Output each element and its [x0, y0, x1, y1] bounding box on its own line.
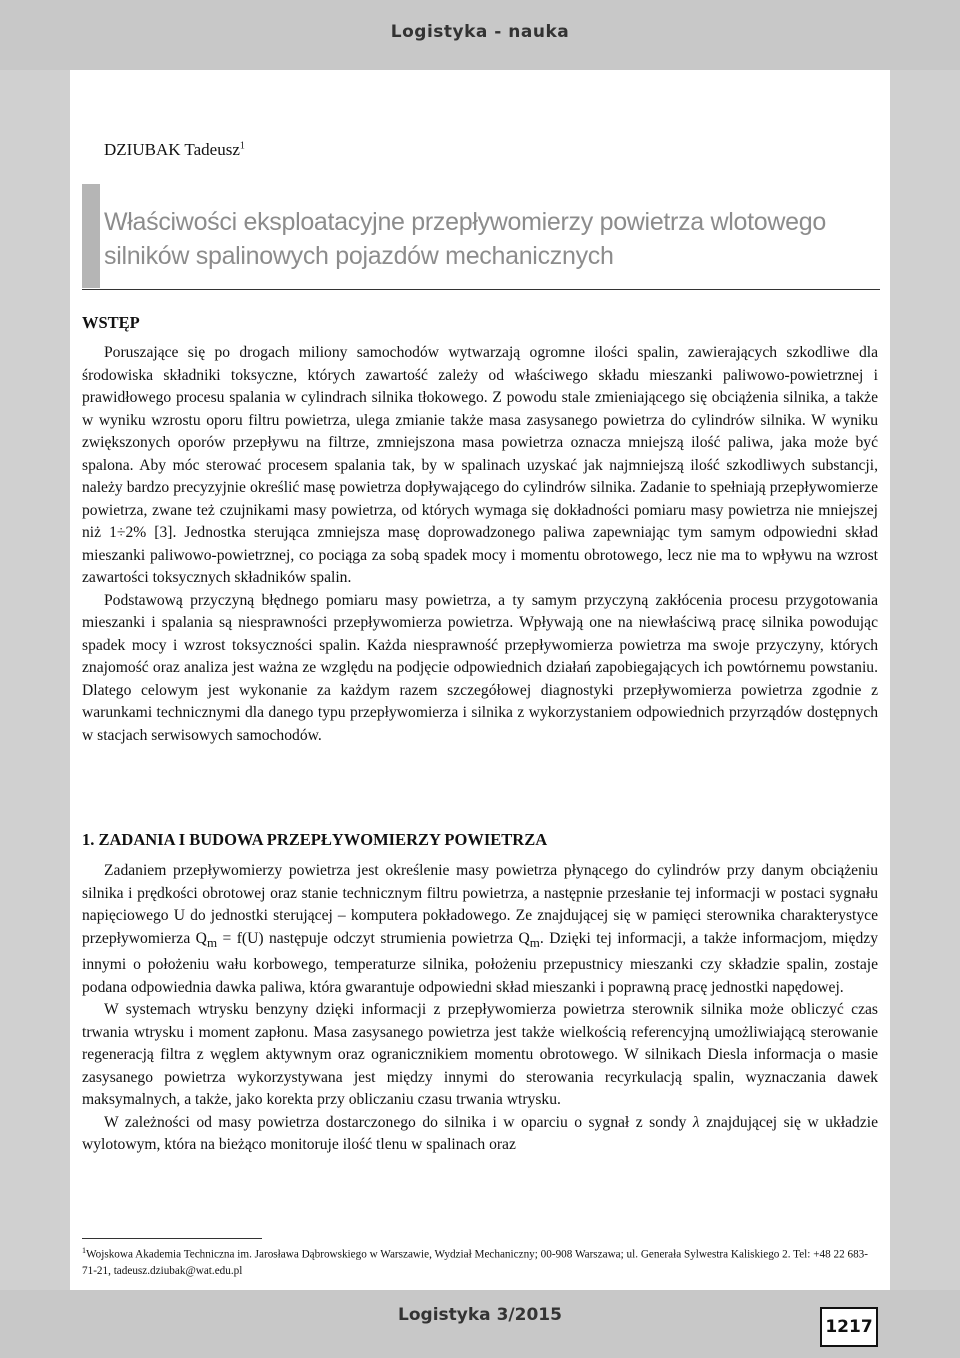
section-1-paragraph-3 — [82, 1112, 878, 1157]
journal-section: Logistyka - nauka — [390, 22, 570, 42]
author-footnote-mark: 1 — [239, 140, 245, 152]
title-line-2: silników spalinowych pojazdów mechanicznych — [104, 242, 614, 270]
intro-body — [82, 342, 878, 747]
section-1-body — [82, 860, 878, 1157]
intro-paragraph-2: Podstawową przyczyną błędnego pomiaru masy powietrza, a ty samym przyczyną zakłócenia procesu przygotowania mieszanki i spalania są niesprawności przepływomierza powietrza. Wpływają one na niewłaściwą pracę silnika powodując spadek mocy i wzrost toksyczności spalin. Każda niesprawność przepływomierza powietrza ma swoje przyczyny, których znajomość oraz analiza jest ważna ze względu na podjęcie odpowiednich działań zapobiegających ich powtórnemu powstaniu. Dlatego celowym jest wykonanie za każdym razem szczegółowej diagnostyki przepływomierza powietrza zgodnie z warunkami technicznymi dla danego typu przepływomierza i silnika z wykorzystaniem odpowiednich przyrządów dostępnych w stacjach serwisowych samochodów. — [82, 591, 878, 744]
running-footer — [0, 1305, 960, 1325]
section-1-paragraph-3-part-b: znajdującej się w układzie wylotowym, która na bieżąco monitoruje ilość tlenu w spalinach oraz — [82, 1113, 878, 1154]
section-1-paragraph-1-part-b: = f(U) następuje odczyt strumienia powietrza Q — [217, 929, 530, 947]
footnote-text: Wojskowa Akademia Techniczna im. Jarosława Dąbrowskiego w Warszawie, Wydział Mechaniczny; 00-908 Warszawa; ul. Generała Sylwestra Kaliskiego 2. Tel: +48 22 683-71-21, tadeusz.dziubak@wat.edu.pl — [82, 1248, 868, 1277]
running-header — [0, 0, 960, 70]
section-1-paragraph-1 — [82, 860, 878, 999]
subscript-m: m — [529, 934, 540, 950]
subscript-m: m — [206, 934, 218, 950]
section-1-paragraph-3-part-a: W zależności od masy powietrza dostarczonego do silnika i w oparciu o sygnał z sondy — [104, 1113, 693, 1131]
page-margin-right — [890, 70, 960, 1290]
author-line — [104, 140, 245, 160]
lambda-symbol: λ — [692, 1113, 700, 1131]
section-1-paragraph-1-part-c: . Dzięki tej informacji, a także informacjom, między innymi o położeniu wału korbowego, temperaturze silnika, położeniu przepustnicy mieszanki czy składzie spalin, zostaje podana odpowiednia dawka paliwa, która gwarantuje odpowiedni skład mieszanki i poprawną pracę jednostki napędowej. — [82, 929, 878, 996]
intro-paragraph-1: Poruszające się po drogach miliony samochodów wytwarzają ogromne ilości spalin, zawierających szkodliwe dla środowiska składniki toksyczne, których zawartość zależy od właściwego składu mieszanki paliwowo-powietrznej i prawidłowego procesu spalania w cylindrach silnika tłokowego. Z powodu stale zmieniającego się obciążenia silnika, a także w wyniku wzrostu oporu filtru powietrza, ulega zmianie także masa zasysanego powietrza do cylindrów silnika. W wyniku zwiększonych oporów przepływu na filtrze, zmniejszona masa powietrza oznacza mniejszą ilość paliwa, jaka może być spalona. Aby móc sterować procesem spalania tak, by w spalinach uzyskać jak najmniejszą ilość szkodliwych substancji, należy bardzo precyzyjnie określić masę powietrza dopływającego do cylindrów silnika. Zadanie to spełniają przepływomierze powietrza, zwane też czujnikami masy powietrza, od których wymaga się dokładności pomiaru masy powietrza nie mniejszej niż 1÷2% [3]. Jednostka sterująca zmniejsza masę doprowadzonego paliwa zapewniając tym samym odpowiedni skład mieszanki paliwowo-powietrznej, co pociąga za sobą spadek mocy i momentu obrotowego, lecz nie ma to wpływu na wzrost zawartości toksycznych składników spalin. — [82, 344, 878, 586]
title-line-1: Właściwości eksploatacyjne przepływomierzy powietrza wlotowego — [104, 208, 826, 236]
section-1-heading: 1. ZADANIA I BUDOWA PRZEPŁYWOMIERZY POWIETRZA — [82, 830, 548, 849]
journal-issue: Logistyka 3/2015 — [398, 1305, 562, 1325]
section-1-paragraph-2: W systemach wtrysku benzyny dzięki informacji z przepływomierza powietrza sterownik silnika może obliczyć czas trwania wtrysku i moment zapłonu. Masa zasysanego powietrza jest także wielkością referencyjną umożliwiającą sterowanie regeneracją filtra z węglem aktywnym oraz ogranicznikiem momentu obrotowego. W silnikach Diesla informacja o masie zasysanego powietrza wykorzystywana jest między innymi do sterowania recyrkulacją spalin, wyznaczania dawek maksymalnych, a także, jako korekta przy obliczaniu czasu trwania wtrysku. — [82, 1001, 878, 1109]
title-divider — [82, 289, 880, 290]
footnote-mark: 1 — [82, 1246, 86, 1255]
author-name: DZIUBAK Tadeusz — [104, 140, 240, 159]
footnote — [82, 1243, 872, 1279]
title-accent-bar — [82, 184, 100, 288]
footnote-divider — [82, 1238, 262, 1239]
intro-heading: WSTĘP — [82, 313, 140, 332]
page-number: 1217 — [820, 1307, 878, 1347]
paper-title — [104, 205, 864, 273]
section-1-paragraph-1-part-a: Zadaniem przepływomierzy powietrza jest określenie masy powietrza płynącego do cylindrów przy danym obciążeniu silnika i prędkości obrotowej oraz stanie technicznym filtru powietrza, a następnie przesłanie tej informacji w postaci sygnału napięciowego U do jednostki sterującej – komputera pokładowego. Ze znajdującej się w pamięci sterownika charakterystyce przepływomierza Q — [82, 862, 878, 947]
page-margin-left — [0, 70, 70, 1290]
